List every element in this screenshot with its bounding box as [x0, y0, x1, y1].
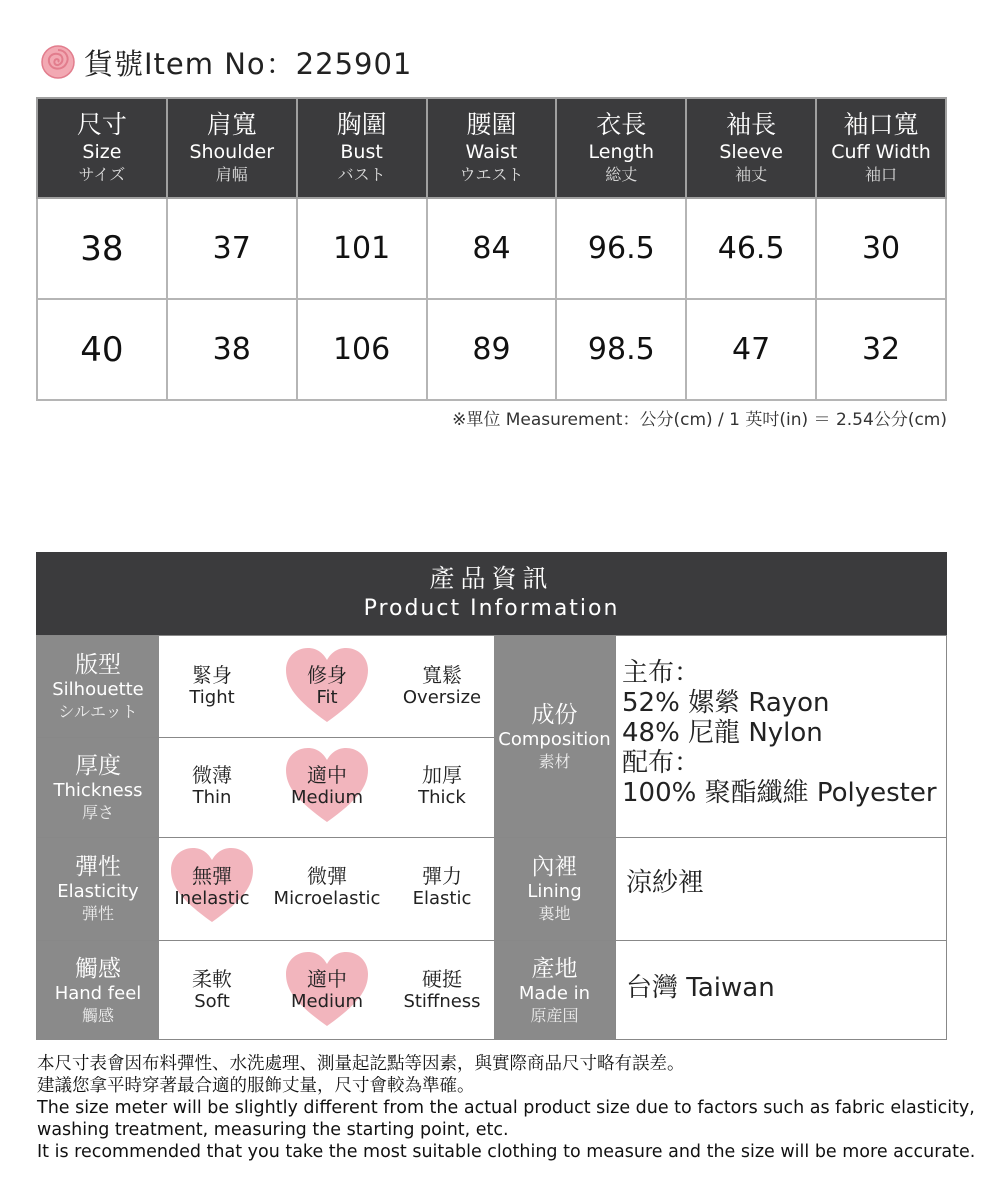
attribute-label-silhouette: 版型 Silhouette シルエット	[37, 636, 159, 737]
attribute-label-made-in: 產地 Made in 原産国	[494, 941, 615, 1040]
footer-note-line: 建議您拿平時穿著最合適的服飾丈量，尺寸會較為準確。	[37, 1076, 475, 1096]
unit-note: ※單位 Measurement：公分(cm) / 1 英吋(in) ＝ 2.54公分(cm)	[452, 410, 947, 430]
size-table	[36, 97, 947, 401]
option-tight: 緊身 Tight	[189, 663, 235, 708]
composition-line: 52% 嫘縈 Rayon	[622, 688, 830, 718]
composition-line: 配布：	[622, 748, 701, 778]
divider	[37, 737, 494, 738]
waist-cell: 84	[427, 198, 557, 299]
column-header-bust: 胸圍 Bust バスト	[297, 98, 427, 198]
column-header-shoulder: 肩寬 Shoulder 肩幅	[167, 98, 297, 198]
item-number-title: 貨號Item No：225901	[84, 46, 413, 81]
option-oversize: 寬鬆 Oversize	[402, 663, 482, 708]
length-cell: 98.5	[556, 299, 686, 400]
option-stiffness: 硬挺 Stiffness	[403, 967, 481, 1012]
attribute-label-hand-feel: 觸感 Hand feel 觸感	[37, 941, 159, 1040]
attribute-label-thickness: 厚度 Thickness 厚さ	[37, 738, 159, 837]
product-info-grid	[36, 635, 947, 1040]
footer-note-line: The size meter will be slightly different from the actual product size due to factors such as fabric elasticity,	[37, 1098, 975, 1118]
column-header-size: 尺寸 Size サイズ	[37, 98, 167, 198]
attribute-label-composition: 成份 Composition 素材	[494, 636, 615, 837]
column-header-length: 衣長 Length 総丈	[556, 98, 686, 198]
attribute-label-elasticity: 彈性 Elasticity 弾性	[37, 838, 159, 940]
size-table-header-row	[37, 98, 946, 198]
option-thin: 微薄 Thin	[192, 763, 232, 808]
item-header	[40, 40, 412, 84]
table-row	[37, 299, 946, 400]
option-thick: 加厚 Thick	[418, 763, 466, 808]
size-cell: 38	[37, 198, 167, 299]
product-info-title-en: Product Information	[363, 596, 620, 621]
option-medium-thickness: 適中 Medium	[291, 763, 363, 808]
sleeve-cell: 47	[686, 299, 816, 400]
column-header-sleeve: 袖長 Sleeve 袖丈	[686, 98, 816, 198]
attribute-label-lining: 內裡 Lining 裏地	[494, 838, 615, 940]
footer-note-line: It is recommended that you take the most suitable clothing to measure and the size will be more accurate.	[37, 1142, 976, 1162]
column-header-cuff-width: 袖口寬 Cuff Width 袖口	[816, 98, 946, 198]
option-soft: 柔軟 Soft	[192, 967, 232, 1012]
cuff-width-cell: 32	[816, 299, 946, 400]
option-elastic: 彈力 Elastic	[412, 864, 472, 909]
footer-note-line: 本尺寸表會因布料彈性、水洗處理、測量起訖點等因素，與實際商品尺寸略有誤差。	[37, 1054, 685, 1074]
column-header-waist: 腰圍 Waist ウエスト	[427, 98, 557, 198]
sleeve-cell: 46.5	[686, 198, 816, 299]
shoulder-cell: 38	[167, 299, 297, 400]
option-microelastic: 微彈 Microelastic	[273, 864, 381, 909]
footer-note-line: washing treatment, measuring the starting point, etc.	[37, 1120, 509, 1140]
cuff-width-cell: 30	[816, 198, 946, 299]
composition-line: 主布：	[622, 658, 701, 688]
composition-line: 48% 尼龍 Nylon	[622, 718, 823, 748]
composition-line: 100% 聚酯纖維 Polyester	[622, 778, 937, 808]
made-in-value: 台灣 Taiwan	[626, 973, 775, 1003]
size-cell: 40	[37, 299, 167, 400]
option-fit: 修身 Fit	[307, 663, 347, 708]
bust-cell: 106	[297, 299, 427, 400]
rose-icon	[40, 44, 76, 80]
divider	[37, 837, 947, 838]
divider	[37, 940, 947, 941]
product-info-header	[36, 552, 947, 635]
bust-cell: 101	[297, 198, 427, 299]
option-medium-hand-feel: 適中 Medium	[291, 967, 363, 1012]
waist-cell: 89	[427, 299, 557, 400]
shoulder-cell: 37	[167, 198, 297, 299]
footer-notes	[37, 1053, 975, 1163]
length-cell: 96.5	[556, 198, 686, 299]
table-row	[37, 198, 946, 299]
divider	[615, 636, 616, 1040]
lining-value: 涼紗裡	[626, 868, 705, 898]
option-inelastic: 無彈 Inelastic	[174, 864, 250, 909]
product-info-title-zh: 產品資訊	[429, 564, 554, 593]
